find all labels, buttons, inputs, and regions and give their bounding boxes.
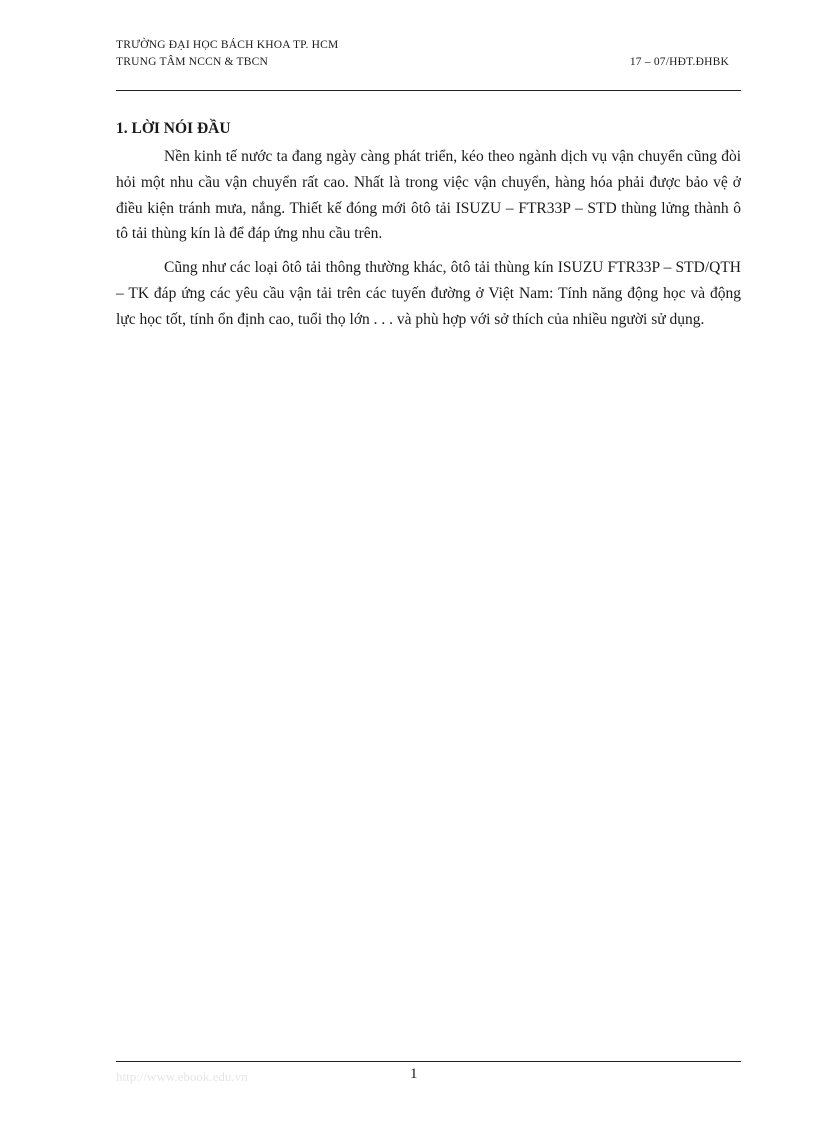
center-name: TRUNG TÂM NCCN & TBCN [116, 56, 269, 68]
header-divider [116, 90, 741, 91]
page-body [116, 118, 741, 341]
paragraph-2: Cũng như các loại ôtô tải thông thường khác, ôtô tải thùng kín ISUZU FTR33P – STD/QTH – TK đáp ứng các yêu cầu vận tải trên các tuyến đường ở Việt Nam: Tính năng động học và động lực học tốt, tính ổn định cao, tuổi thọ lớn . . . và phù hợp với sở thích của nhiều người sử dụng. [116, 259, 741, 328]
page-footer [116, 1066, 741, 1090]
section-title: 1. LỜI NÓI ĐẦU [116, 120, 231, 137]
footer-divider [116, 1061, 741, 1062]
page-header [116, 37, 741, 71]
document-code: 17 – 07/HĐT.ĐHBK [629, 56, 729, 68]
footer-url[interactable]: http://www.ebook.edu.vn [116, 1069, 248, 1084]
page-number: 1 [410, 1066, 418, 1082]
institution-name: TRƯỜNG ĐẠI HỌC BÁCH KHOA TP. HCM [116, 39, 339, 51]
paragraph-1: Nền kinh tế nước ta đang ngày càng phát triển, kéo theo ngành dịch vụ vận chuyển cũng đòi hỏi một nhu cầu vận chuyển rất cao. Nhất là trong việc vận chuyển, hàng hóa phải được bảo vệ ở điều kiện tránh mưa, nắng. Thiết kế đóng mới ôtô tải ISUZU – FTR33P – STD thùng lửng thành ô tô tải thùng kín là để đáp ứng nhu cầu trên. [116, 148, 741, 243]
